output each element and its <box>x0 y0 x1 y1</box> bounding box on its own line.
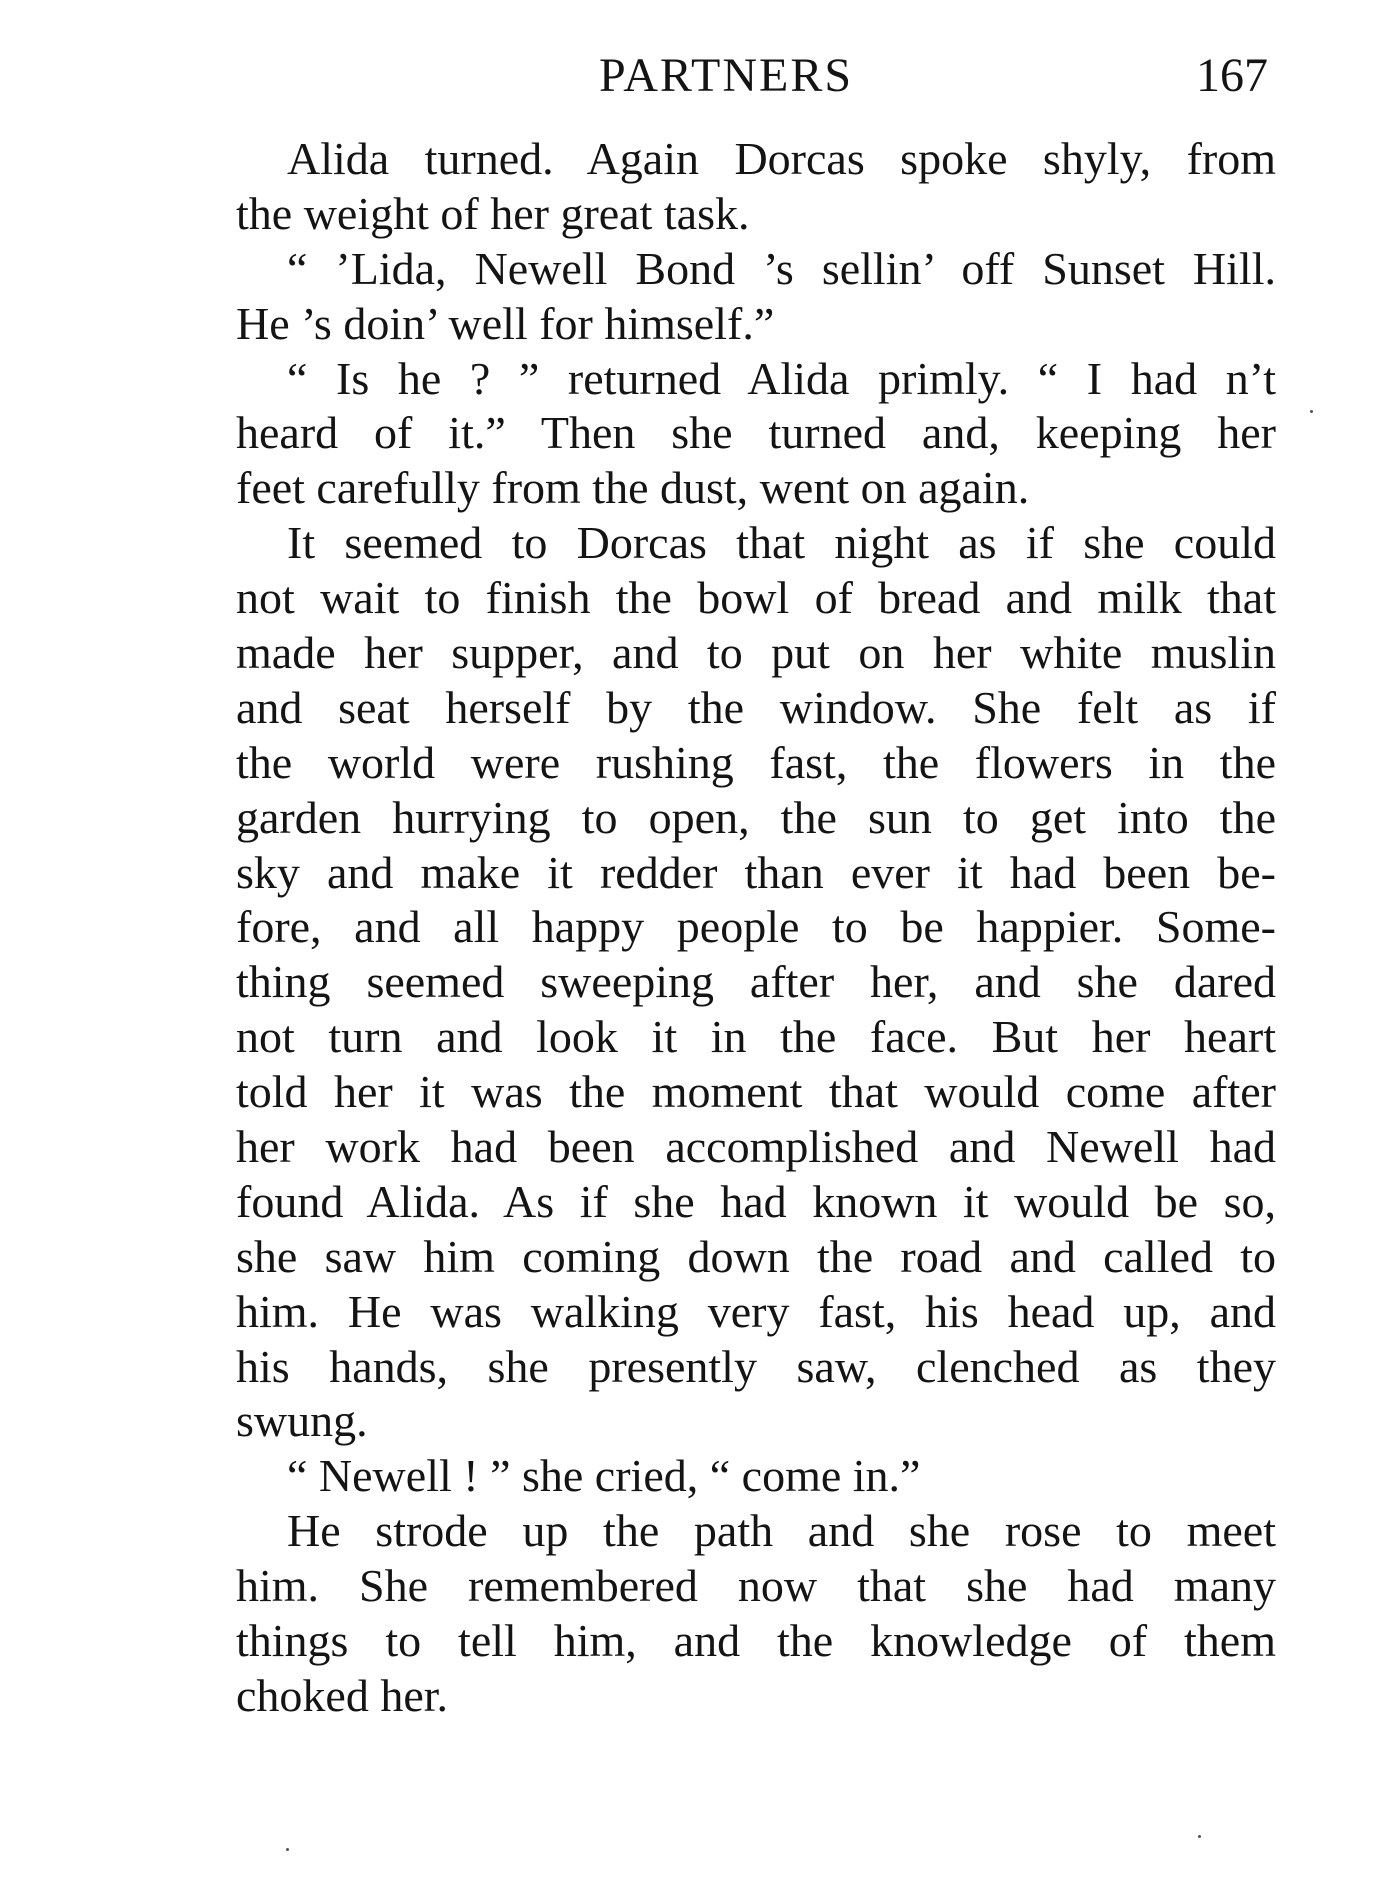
text-line: thing seemed sweeping after her, and she dared <box>236 956 1276 1008</box>
text-line: fore, and all happy people to be happier. Some- <box>236 901 1276 953</box>
text-line: Alida turned. Again Dorcas spoke shyly, from <box>287 133 1276 184</box>
paper-speck <box>1198 1835 1201 1838</box>
text-line: not wait to finish the bowl of bread and milk that <box>236 572 1276 624</box>
text-line: things to tell him, and the knowledge of them <box>236 1615 1276 1667</box>
text-line: the weight of her great task. <box>236 187 750 239</box>
text-line: choked her. <box>236 1669 449 1721</box>
text-line: swung. <box>236 1395 368 1447</box>
text-line: garden hurrying to open, the sun to get into the <box>236 791 1276 843</box>
text-line: and seat herself by the window. She felt as if <box>236 681 1276 733</box>
text-line: sky and make it redder than ever it had been be- <box>236 846 1276 898</box>
text-line: him. She remembered now that she had many <box>236 1560 1276 1612</box>
text-line: the world were rushing fast, the flowers in the <box>236 736 1276 788</box>
page-header <box>236 46 1276 106</box>
text-line: found Alida. As if she had known it would be so, <box>236 1175 1276 1227</box>
text-line: his hands, she presently saw, clenched as they <box>236 1340 1276 1392</box>
body-text <box>236 132 1276 1724</box>
text-line: “ Newell ! ” she cried, “ come in.” <box>287 1450 921 1502</box>
text-line: It seemed to Dorcas that night as if she could <box>287 517 1276 569</box>
text-line: told her it was the moment that would come after <box>236 1066 1276 1118</box>
text-line: feet carefully from the dust, went on again. <box>236 462 1030 514</box>
paper-speck <box>1310 410 1313 413</box>
paper-speck <box>286 1848 289 1851</box>
text-line: “ ’Lida, Newell Bond ’s sellin’ off Sunset Hill. <box>287 242 1276 294</box>
text-line: He ’s doin’ well for himself.” <box>236 297 775 349</box>
text-line: “ Is he ? ” returned Alida primly. “ I had n’t <box>287 352 1276 404</box>
running-title: PARTNERS <box>598 49 854 102</box>
text-line: heard of it.” Then she turned and, keeping her <box>236 407 1276 459</box>
page-number: 167 <box>1196 49 1268 102</box>
text-line: not turn and look it in the face. But her heart <box>236 1011 1276 1063</box>
text-line: she saw him coming down the road and called to <box>236 1230 1276 1282</box>
text-line: him. He was walking very fast, his head up, and <box>236 1285 1276 1337</box>
text-line: He strode up the path and she rose to meet <box>287 1505 1276 1557</box>
text-line: her work had been accomplished and Newell had <box>236 1121 1276 1173</box>
text-line: made her supper, and to put on her white muslin <box>236 627 1276 679</box>
